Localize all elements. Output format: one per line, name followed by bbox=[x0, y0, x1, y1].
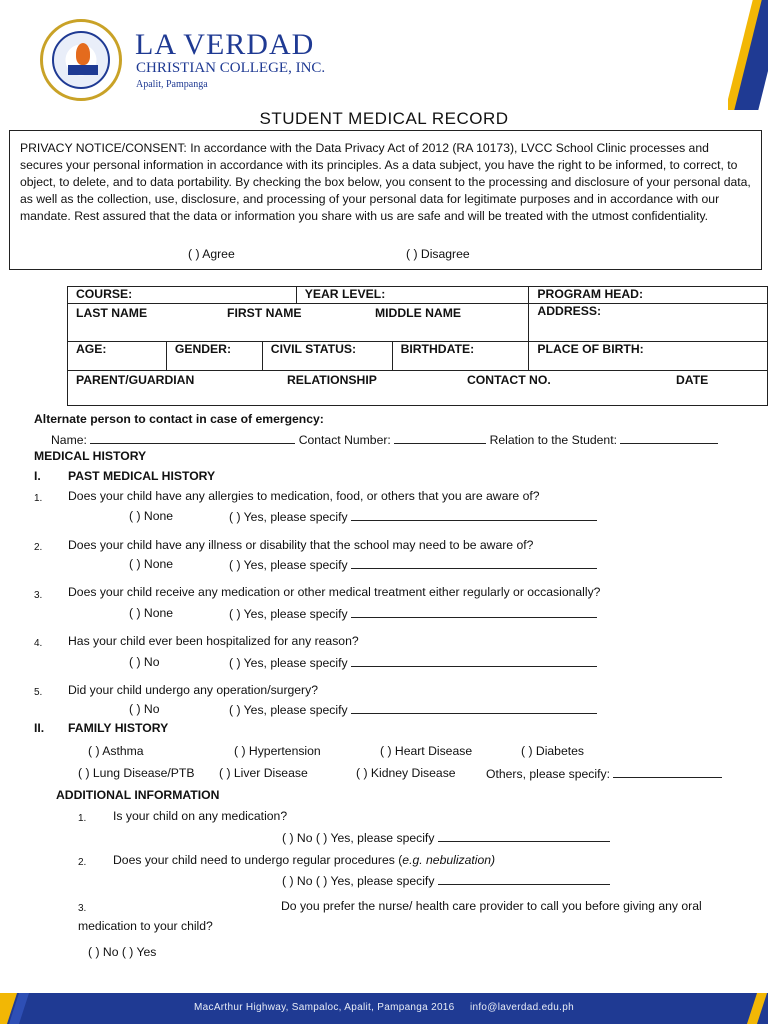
question-text-continued: medication to your child? bbox=[78, 919, 213, 933]
emergency-row bbox=[51, 432, 718, 448]
school-subtitle: CHRISTIAN COLLEGE, INC. bbox=[136, 60, 326, 76]
school-seal-logo bbox=[40, 19, 122, 101]
yes-specify-option[interactable] bbox=[229, 557, 597, 573]
footer-address: MacArthur Highway, Sampaloc, Apalit, Pampanga 2016 bbox=[194, 1002, 455, 1013]
asthma-option[interactable]: ( ) Asthma bbox=[88, 744, 144, 758]
none-option[interactable]: ( ) None bbox=[129, 509, 174, 523]
question-text: Has your child ever been hospitalized for any reason? bbox=[68, 634, 359, 648]
others-label: Others, please specify: bbox=[486, 767, 610, 781]
birthdate-field[interactable]: BIRTHDATE: bbox=[392, 342, 529, 371]
section2-title: FAMILY HISTORY bbox=[68, 721, 169, 735]
question-text: Does your child have any allergies to medication, food, or others that you are aware of? bbox=[68, 489, 540, 503]
emergency-heading: Alternate person to contact in case of emergency: bbox=[34, 412, 324, 426]
procedures-options-label: ( ) No ( ) Yes, please specify bbox=[282, 874, 435, 888]
question-text: Is your child on any medication? bbox=[113, 809, 288, 823]
specify-line[interactable] bbox=[351, 557, 597, 569]
last-name-label: LAST NAME bbox=[76, 306, 148, 320]
no-option[interactable]: ( ) No bbox=[129, 655, 160, 669]
yes-specify-label: ( ) Yes, please specify bbox=[229, 558, 348, 572]
specify-line[interactable] bbox=[351, 509, 597, 521]
yes-specify-label: ( ) Yes, please specify bbox=[229, 510, 348, 524]
middle-name-label: MIDDLE NAME bbox=[375, 306, 461, 320]
relationship-label: RELATIONSHIP bbox=[287, 373, 377, 387]
specify-line[interactable] bbox=[351, 606, 597, 618]
address-field[interactable]: ADDRESS: bbox=[529, 304, 768, 342]
procedures-example: e.g. nebulization) bbox=[402, 853, 496, 867]
yes-specify-label: ( ) Yes, please specify bbox=[229, 703, 348, 717]
place-of-birth-field[interactable]: PLACE OF BIRTH: bbox=[529, 342, 768, 371]
yes-specify-option[interactable] bbox=[229, 509, 597, 525]
no-option[interactable]: ( ) No bbox=[129, 702, 160, 716]
yes-specify-option[interactable] bbox=[229, 606, 597, 622]
question-number: 2. bbox=[34, 542, 43, 553]
yes-specify-label: ( ) Yes, please specify bbox=[229, 656, 348, 670]
emergency-relation-label: Relation to the Student: bbox=[489, 433, 617, 447]
disagree-option[interactable]: ( ) Disagree bbox=[406, 247, 470, 261]
emergency-name-label: Name: bbox=[51, 433, 87, 447]
name-field[interactable] bbox=[68, 304, 529, 342]
question-text: Does your child have any illness or disability that the school may need to be aware of? bbox=[68, 538, 534, 552]
yes-specify-option[interactable] bbox=[229, 655, 597, 671]
procedures-question: Does your child need to undergo regular procedures ( bbox=[113, 853, 403, 867]
liver-disease-option[interactable]: ( ) Liver Disease bbox=[219, 766, 308, 780]
additional-info-heading: ADDITIONAL INFORMATION bbox=[56, 788, 220, 802]
section2-roman: II. bbox=[34, 721, 45, 735]
contact-no-label: CONTACT NO. bbox=[467, 373, 551, 387]
hypertension-option[interactable]: ( ) Hypertension bbox=[234, 744, 321, 758]
call-preference-options[interactable]: ( ) No ( ) Yes bbox=[88, 945, 157, 959]
others-specify-option[interactable] bbox=[486, 766, 722, 782]
civil-status-field[interactable]: CIVIL STATUS: bbox=[262, 342, 392, 371]
question-number: 2. bbox=[78, 857, 87, 868]
specify-line[interactable] bbox=[438, 873, 610, 885]
yes-specify-label: ( ) Yes, please specify bbox=[229, 607, 348, 621]
emergency-contact-line[interactable] bbox=[394, 432, 486, 444]
question-number: 1. bbox=[34, 493, 43, 504]
section1-roman: I. bbox=[34, 469, 41, 483]
emergency-contact-label: Contact Number: bbox=[298, 433, 391, 447]
parent-guardian-label: PARENT/GUARDIAN bbox=[76, 373, 195, 387]
lung-disease-option[interactable]: ( ) Lung Disease/PTB bbox=[78, 766, 195, 780]
age-field[interactable]: AGE: bbox=[68, 342, 167, 371]
emergency-relation-line[interactable] bbox=[620, 432, 718, 444]
question-number: 4. bbox=[34, 638, 43, 649]
privacy-notice-box bbox=[9, 130, 762, 270]
form-title: STUDENT MEDICAL RECORD bbox=[259, 109, 509, 128]
question-text bbox=[113, 853, 495, 868]
medication-options[interactable] bbox=[282, 830, 610, 846]
specify-line[interactable] bbox=[438, 830, 610, 842]
agree-option[interactable]: ( ) Agree bbox=[188, 247, 235, 261]
date-label: DATE bbox=[676, 373, 709, 387]
privacy-text: PRIVACY NOTICE/CONSENT: In accordance with the Data Privacy Act of 2012 (RA 10173), LVCC School Clinic processes and secures your personal information in accordance with its principles. As a data subject, you have the right to be informed, to correct, to object, to delete, and to data portability. By checking the box below, you consent to the processing and disclosure of your personal data, as well as the collection, use, disclosure, and processing of your personal data for legitimate purposes and in accordance with our mandate. Rest assured that the data or information you share with us are safe and will be treated with the utmost confidentiality. bbox=[20, 141, 751, 223]
footer-contact bbox=[0, 1002, 768, 1013]
guardian-row[interactable] bbox=[68, 371, 768, 406]
footer-bar bbox=[0, 993, 768, 1024]
diabetes-option[interactable]: ( ) Diabetes bbox=[521, 744, 584, 758]
medical-history-heading: MEDICAL HISTORY bbox=[34, 449, 147, 463]
gender-field[interactable]: GENDER: bbox=[166, 342, 262, 371]
school-name: LA VERDAD bbox=[135, 28, 315, 61]
student-info-table bbox=[67, 286, 768, 406]
none-option[interactable]: ( ) None bbox=[129, 557, 174, 571]
yes-specify-option[interactable] bbox=[229, 702, 597, 718]
specify-line[interactable] bbox=[351, 655, 597, 667]
question-number: 3. bbox=[78, 903, 87, 914]
course-field[interactable]: COURSE: bbox=[68, 287, 297, 304]
procedures-options[interactable] bbox=[282, 873, 610, 889]
corner-decoration bbox=[728, 0, 768, 110]
program-head-field[interactable]: PROGRAM HEAD: bbox=[529, 287, 768, 304]
kidney-disease-option[interactable]: ( ) Kidney Disease bbox=[356, 766, 456, 780]
emergency-name-line[interactable] bbox=[90, 432, 295, 444]
question-text: Do you prefer the nurse/ health care provider to call you before giving any oral bbox=[281, 899, 702, 913]
school-location: Apalit, Pampanga bbox=[136, 79, 208, 90]
footer-email[interactable]: info@laverdad.edu.ph bbox=[469, 1002, 574, 1013]
medication-options-label: ( ) No ( ) Yes, please specify bbox=[282, 831, 435, 845]
section1-title: PAST MEDICAL HISTORY bbox=[68, 469, 216, 483]
question-text: Did your child undergo any operation/surgery? bbox=[68, 683, 318, 697]
none-option[interactable]: ( ) None bbox=[129, 606, 174, 620]
question-text: Does your child receive any medication or other medical treatment either regularly or occasionally? bbox=[68, 585, 601, 599]
others-specify-line[interactable] bbox=[613, 766, 722, 778]
year-level-field[interactable]: YEAR LEVEL: bbox=[296, 287, 529, 304]
specify-line[interactable] bbox=[351, 702, 597, 714]
question-number: 1. bbox=[78, 813, 87, 824]
first-name-label: FIRST NAME bbox=[227, 306, 302, 320]
question-number: 5. bbox=[34, 687, 43, 698]
heart-disease-option[interactable]: ( ) Heart Disease bbox=[380, 744, 473, 758]
question-number: 3. bbox=[34, 590, 43, 601]
